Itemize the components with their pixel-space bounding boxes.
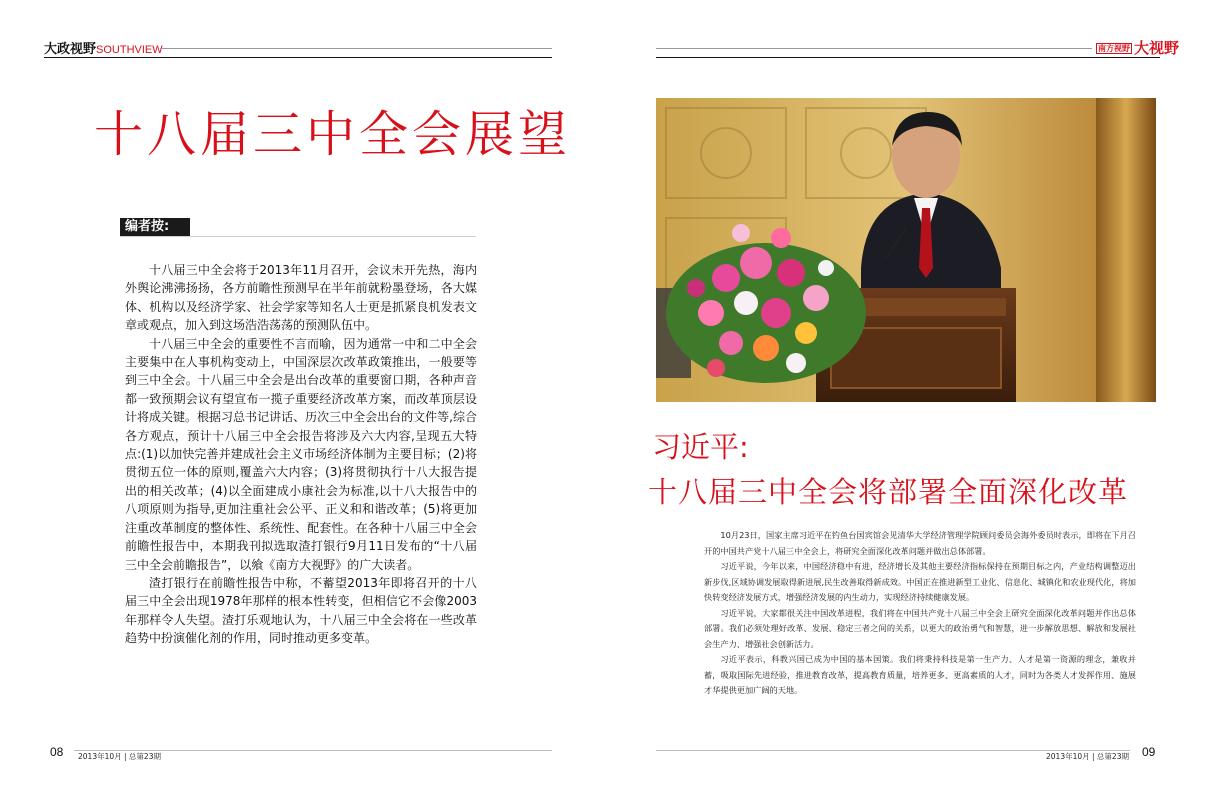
page-number-left: 08 (50, 745, 64, 759)
header-rule-right (656, 57, 1160, 58)
brand-tag: 南方视野 (1098, 44, 1130, 53)
page-number-right: 09 (1142, 745, 1156, 759)
header-divider-left (160, 48, 552, 49)
paragraph: 习近平说，大家都很关注中国改革进程，我们将在中国共产党十八届三中全会上研究全面深化改革问题并作出总体部署。我们必须处理好改革、发展、稳定三者之间的关系，以更大的政治勇气和智慧，进一步解放思想、解放和发展社会生产力、增强社会创新活力。 (704, 607, 1136, 649)
paragraph: 十八届三中全会的重要性不言而喻，因为通常一中和二中全会主要集中在人事机构变动上，中国深层次改革政策推出，一般要等到三中全会。十八届三中全会是出台改革的重要窗口期，各种声音都一致预期会议有望宣布一揽子重要经济改革方案，而改革顶层设计将成关键。根据习总书记讲话、历次三中全会出台的文件等,综合各方观点，预计十八届三中全会报告将涉及六大内容,呈现五大特点:(1)以加快完善并建成社会主义市场经济体制为主要目标；(2)将贯彻五位一体的原则,覆盖六大内容；(3)将贯彻执行十八大报告提出的相关改革；(4)以全面建成小康社会为标准,以十八大报告中的八项原则为指导,更加注重社会公平、正义和和谐改革；(5)将更加注重改革制度的整体性、系统性、配套性。在各种十八届三中全会前瞻性报告中，本期我刊拟选取渣打银行9月11日发布的“十八届三中全会前瞻报告”，以飨《南方大视野》的广大读者。 (125, 336, 477, 572)
article-title-line-2: 十八届三中全会将部署全面深化改革 (648, 475, 1129, 509)
issue-info-right: 2013年10月 | 总第23期 (1046, 752, 1129, 761)
paragraph: 10月23日，国家主席习近平在钓鱼台国宾馆会见清华大学经济管理学院顾问委员会海外委员时表示，即将在下月召开的中国共产党十八届三中全会上，将研究全面深化改革问题并做出总体部署。 (704, 530, 1136, 556)
left-header-brand-en: SOUTHVIEW (96, 44, 163, 56)
header-divider-right (656, 48, 1092, 49)
right-header-brand (1096, 37, 1179, 58)
page-title: 十八届三中全会展望 (94, 106, 572, 163)
header-rule-left (44, 57, 552, 58)
paragraph: 十八届三中全会将于2013年11月召开，会议未开先热，海内外舆论沸沸扬扬，各方前瞻性预测早在半年前就粉墨登场，各大媒体、机构以及经济学家、社会学家等知名人士更是抓紧良机发表文章或观点，加入到这场浩浩荡荡的预测队伍中。 (125, 263, 477, 333)
paragraph: 习近平表示，科教兴国已成为中国的基本国策。我们将秉持科技是第一生产力、人才是第一资源的理念，兼收并蓄，吸取国际先进经验，推进教育改革，提高教育质量，培养更多、更高素质的人才，同时为各类人才发挥作用、施展才华提供更加广阔的天地。 (704, 654, 1136, 695)
speaker-photo (656, 98, 1156, 402)
right-header-brand-text: 大视野 (1134, 39, 1180, 57)
issue-info-left: 2013年10月 | 总第23期 (78, 752, 161, 761)
paragraph: 渣打银行在前瞻性报告中称，不蓄望2013年即将召开的十八届三中全会出现1978年那样的根本性转变，但相信它不会像2003年那样令人失望。渣打乐观地认为，十八届三中全会将在一些改革趋势中扮演催化剂的作用，同时推动更多变革。 (125, 575, 477, 646)
editor-note-label: 编者按: (120, 218, 190, 236)
editor-note-body (125, 261, 477, 648)
article-title-line-1: 习近平: (652, 430, 749, 464)
paragraph: 习近平说，今年以来，中国经济稳中有进，经济增长及其他主要经济指标保持在预期目标之内，产业结构调整迈出新步伐,区域协调发展取得新进展,民生改善取得新成效。中国正在推进新型工业化、信息化、城镇化和农业现代化，将加快转变经济发展方式，增强经济发展的内生动力，实现经济持续健康发展。 (704, 561, 1136, 602)
left-header-brand-cn: 大政视野 (44, 42, 97, 57)
editor-note-rule (120, 236, 476, 237)
left-header-brand (44, 38, 163, 57)
article-body (704, 528, 1136, 699)
speaker-photo-illustration (656, 98, 1156, 402)
